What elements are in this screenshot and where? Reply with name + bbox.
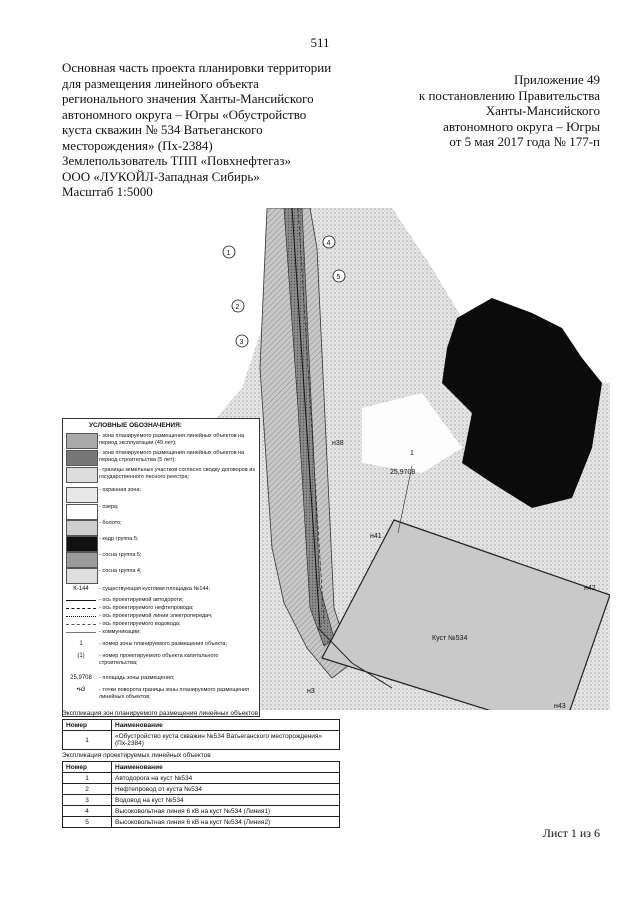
table-row <box>63 784 340 795</box>
appendix-line: Приложение 49 <box>513 72 600 87</box>
title-line: Землепользователь ТПП «Повхнефтегаз» <box>62 153 292 168</box>
legend-symbol: 25,9708 <box>70 675 92 681</box>
table-cell: 2 <box>63 784 112 795</box>
legend-text: - границы земельных участков согласно сводку договоров из государственного лесного реестра; <box>99 467 255 480</box>
title-line: автономного округа – Югры «Обустройство <box>62 106 307 122</box>
legend-text: - ось проектируемого водовода; <box>99 621 181 627</box>
object-marker-label: 4 <box>326 240 331 247</box>
point-label: н3 <box>307 688 315 695</box>
table-header-row <box>63 720 340 731</box>
table-cell: «Обустройство куста скважин №534 Ватьеганского месторождения» (Пх-2384) <box>112 731 340 750</box>
legend-swatch <box>66 520 98 536</box>
table-header: Наименование <box>112 762 340 773</box>
object-marker <box>236 335 248 347</box>
legend-line <box>66 608 96 609</box>
title-line: ООО «ЛУКОЙЛ-Западная Сибирь» <box>62 168 260 184</box>
document-title <box>62 60 362 200</box>
title-line: месторождения» (Пх-2384) <box>62 137 213 153</box>
legend-text: - кедр группа 5; <box>99 536 139 542</box>
legend-text: - номер зоны планируемого размещения объекта; <box>99 641 227 647</box>
object-marker <box>232 300 244 312</box>
object-marker-label: 3 <box>239 339 244 346</box>
legend-text: - ось проектируемой линии электропередач; <box>99 613 213 619</box>
zone-number-label: 1 <box>410 450 414 457</box>
legend-text: - охранная зона; <box>99 487 142 493</box>
zone-area-label: 25,9708 <box>390 469 416 476</box>
legend-symbol: К-144 <box>73 586 89 592</box>
objects-table <box>62 761 340 828</box>
point-label: н43 <box>554 703 566 710</box>
legend-swatch <box>66 433 98 449</box>
white-area <box>62 208 267 423</box>
title-line: Масштаб 1:5000 <box>62 184 153 199</box>
table-cell: Нефтепровод от куста №534 <box>112 784 340 795</box>
legend-title: УСЛОВНЫЕ ОБОЗНАЧЕНИЯ: <box>89 422 182 429</box>
appendix-line: к постановлению Правительства <box>418 87 600 103</box>
object-marker <box>333 270 345 282</box>
appendix-line: автономного округа – Югры <box>443 118 600 134</box>
table-row <box>63 806 340 817</box>
point-label: н38 <box>332 440 344 447</box>
legend-text: - сосна группа 4; <box>99 568 142 574</box>
legend-swatch <box>66 467 98 483</box>
cluster-label: Куст №534 <box>432 635 468 642</box>
table-cell: Высоковольтная линия 6 кВ на куст №534 (Линия1) <box>112 806 340 817</box>
table-cell: 1 <box>63 773 112 784</box>
legend-text: - коммуникации; <box>99 629 141 635</box>
legend-text: - сосна группа 5; <box>99 552 142 558</box>
page-number: 511 <box>310 35 330 50</box>
legend-line <box>66 600 96 601</box>
object-marker-label: 5 <box>336 274 341 281</box>
object-marker-label: 2 <box>235 304 240 311</box>
title-line: для размещения линейного объекта <box>62 75 259 91</box>
table-cell: Высоковольтная линия 6 кВ на куст №534 (Линия2) <box>112 817 340 828</box>
title-line: Основная часть проекта планировки территории <box>62 60 332 75</box>
table-cell: Водовод на куст №534 <box>112 795 340 806</box>
object-marker <box>323 236 335 248</box>
table-header: Номер <box>63 762 112 773</box>
title-line: куста скважин № 534 Ватьеганского <box>62 122 263 137</box>
point-label: н41 <box>370 533 382 540</box>
legend-swatch <box>66 536 98 552</box>
legend-text: - озера; <box>99 504 119 510</box>
legend-text: - площадь зоны размещения; <box>99 675 175 681</box>
legend-symbol: •н3 <box>76 687 86 693</box>
point-label: н42 <box>584 585 596 592</box>
object-marker-label: 1 <box>226 250 231 257</box>
zones-table <box>62 719 340 750</box>
legend-text: - точки поворота границы зоны планируемого размещения линейных объектов; <box>99 687 249 700</box>
appendix-line: от 5 мая 2017 года № 177-п <box>449 134 600 149</box>
sheet-number: Лист 1 из 6 <box>542 826 600 840</box>
legend-line <box>66 624 96 625</box>
zones-table-caption: Экспликация зон планируемого размещения линейных объектов <box>62 710 259 717</box>
legend-swatch <box>66 552 98 568</box>
legend-swatch <box>66 487 98 503</box>
legend-text: - существующая кустовая площадка №144; <box>99 586 211 592</box>
legend-text: - болото; <box>99 520 122 526</box>
legend-swatch <box>66 504 98 520</box>
legend-line <box>66 632 96 633</box>
legend-line <box>66 616 96 617</box>
table-header: Наименование <box>112 720 340 731</box>
table-cell: 1 <box>63 731 112 750</box>
map-legend <box>62 418 260 717</box>
objects-table-caption: Экспликация проектируемых линейных объектов <box>62 752 211 759</box>
legend-text: - ось проектируемого нефтепровода; <box>99 605 194 611</box>
table-cell: Автодорога на куст №534 <box>112 773 340 784</box>
legend-symbol: 1 <box>79 641 83 647</box>
appendix-line: Ханты-Мансийского <box>485 103 600 118</box>
table-row <box>63 817 340 828</box>
object-marker <box>223 246 235 258</box>
title-line: регионального значения Ханты-Мансийского <box>62 91 314 106</box>
table-header-row <box>63 762 340 773</box>
legend-text: - ось проектируемой автодороги; <box>99 597 184 603</box>
table-header: Номер <box>63 720 112 731</box>
legend-swatch <box>66 450 98 466</box>
legend-text: - зона планируемого размещения линейных объектов на период эксплуатации (49 лет); <box>99 433 245 446</box>
table-cell: 4 <box>63 806 112 817</box>
table-row <box>63 773 340 784</box>
table-row <box>63 731 340 750</box>
table-row <box>63 795 340 806</box>
legend-text: - номер проектируемого объекта капитального строительства; <box>99 653 219 666</box>
table-cell: 5 <box>63 817 112 828</box>
appendix-note <box>419 72 600 150</box>
legend-swatch <box>66 568 98 584</box>
legend-symbol: (1) <box>77 653 85 659</box>
table-cell: 3 <box>63 795 112 806</box>
legend-text: - зона планируемого размещения линейных объектов на период строительства (5 лет); <box>99 450 245 463</box>
